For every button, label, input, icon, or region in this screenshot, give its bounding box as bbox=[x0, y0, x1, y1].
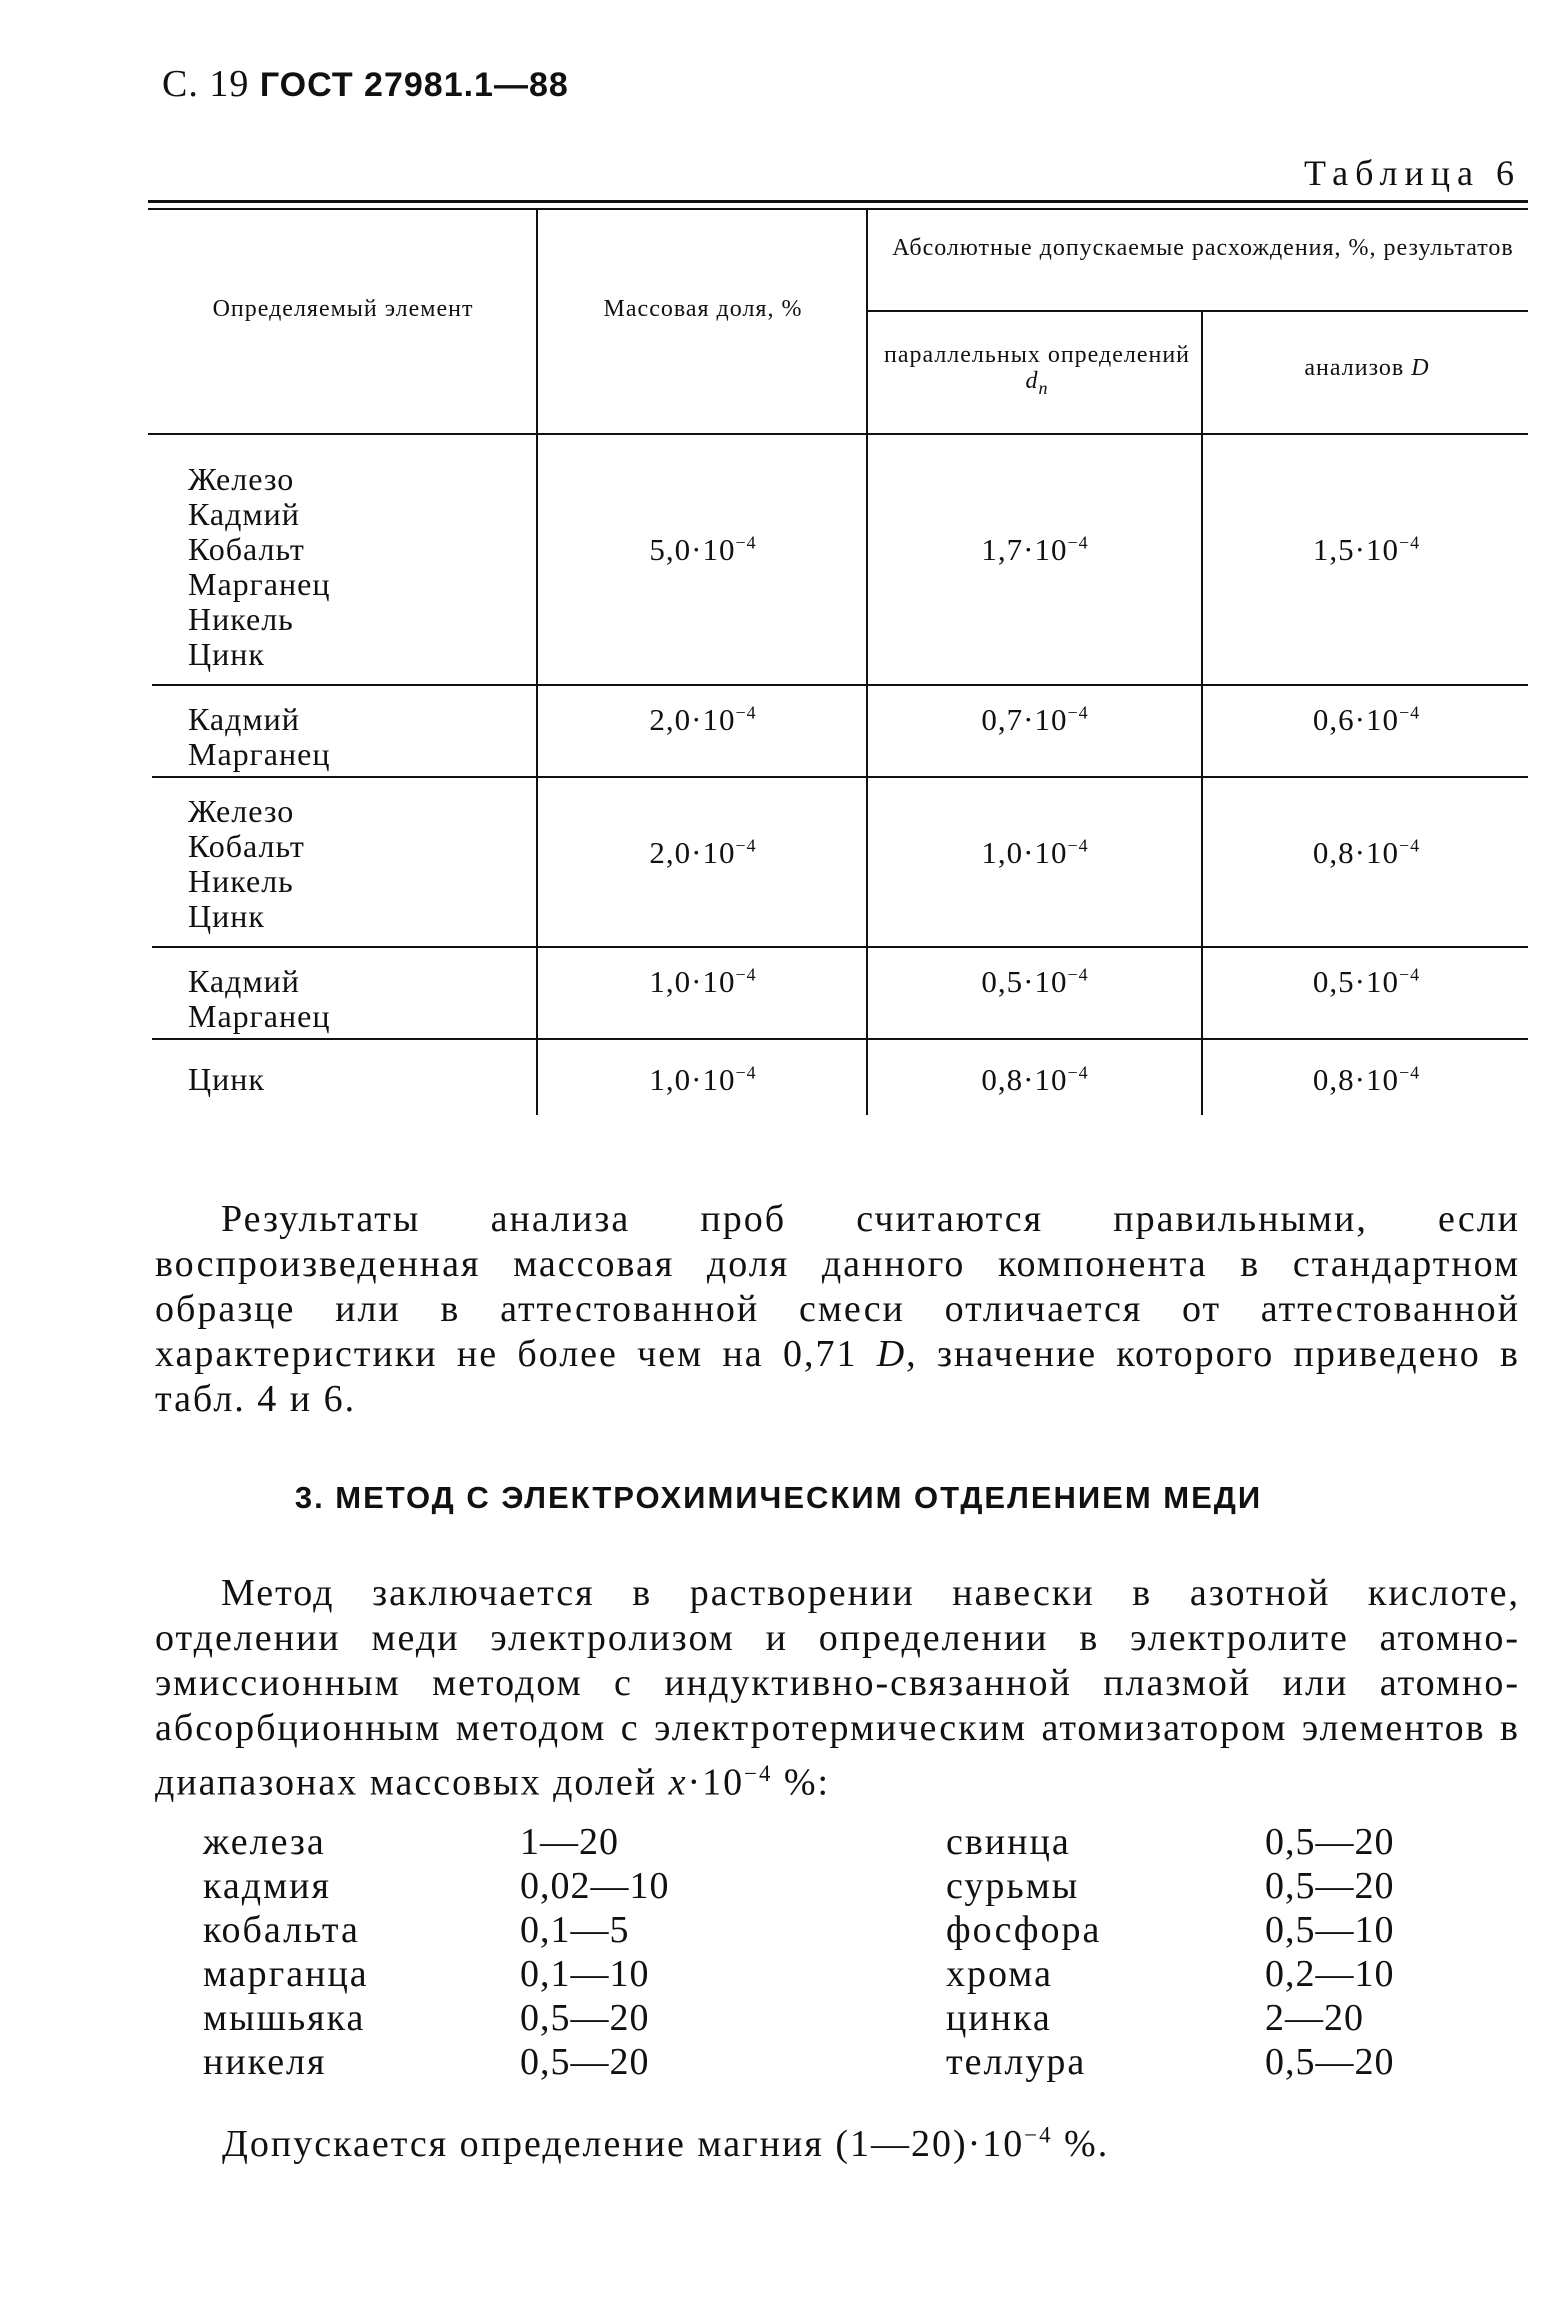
row2-dn-value: 0,7·10 bbox=[981, 702, 1068, 737]
group-rule bbox=[868, 310, 1528, 312]
final-exp: −4 bbox=[1024, 2122, 1053, 2148]
range-name: сурьмы bbox=[946, 1865, 1080, 1907]
row2-elements: Кадмий Марганец bbox=[188, 701, 331, 772]
row1-mass bbox=[540, 532, 866, 568]
row-rule-1 bbox=[152, 684, 1528, 686]
row-rule-2 bbox=[152, 776, 1528, 778]
row4-mass bbox=[540, 964, 866, 1000]
range-value: 0,1—10 bbox=[520, 1953, 650, 1995]
page-header bbox=[162, 62, 569, 106]
col-rule-2 bbox=[866, 210, 868, 1115]
para2-mult: ·10 bbox=[687, 1761, 745, 1804]
row5-mass bbox=[540, 1062, 866, 1098]
row-rule-4 bbox=[152, 1038, 1528, 1040]
row3-dn bbox=[870, 835, 1200, 871]
header-analyses-symbol: D bbox=[1411, 355, 1430, 381]
row3-elements: Железо Кобальт Никель Цинк bbox=[188, 793, 305, 934]
row5-elements: Цинк bbox=[188, 1061, 265, 1097]
final-text: Допускается определение магния (1—20)·10 bbox=[222, 2123, 1025, 2165]
para2-exp: −4 bbox=[744, 1761, 773, 1786]
range-name: фосфора bbox=[946, 1909, 1102, 1951]
table-caption: Таблица 6 bbox=[1304, 153, 1521, 193]
row2-D-value: 0,6·10 bbox=[1312, 702, 1399, 737]
row2-D-exp: −4 bbox=[1398, 702, 1421, 723]
row3-D bbox=[1205, 835, 1528, 871]
range-name: хрома bbox=[946, 1953, 1053, 1995]
paragraph-correctness bbox=[155, 1197, 1520, 1422]
header-parallel-sub: n bbox=[1038, 378, 1049, 399]
row2-dn bbox=[870, 702, 1200, 738]
row4-D bbox=[1205, 964, 1528, 1000]
para1-text-end: , значение которого приведено в табл. 4 и 6. bbox=[155, 1333, 1520, 1420]
row5-mass-value: 1,0·10 bbox=[649, 1062, 736, 1097]
row4-elements: Кадмий Марганец bbox=[188, 963, 331, 1034]
page-number: С. 19 bbox=[162, 63, 250, 105]
row1-D-value: 1,5·10 bbox=[1312, 532, 1399, 567]
row3-dn-value: 1,0·10 bbox=[981, 835, 1068, 870]
row5-mass-exp: −4 bbox=[735, 1062, 757, 1083]
range-value: 0,5—20 bbox=[1265, 2041, 1395, 2083]
para2-unit: %: bbox=[772, 1761, 831, 1804]
table-top-rule-2 bbox=[148, 208, 1528, 210]
row3-dn-exp: −4 bbox=[1067, 835, 1089, 856]
row4-dn bbox=[870, 964, 1200, 1000]
header-parallel-text: параллельных определений bbox=[883, 342, 1191, 368]
header-mass-fraction: Массовая доля, % bbox=[603, 296, 803, 322]
para1-symbol: D bbox=[876, 1333, 907, 1375]
row4-D-exp: −4 bbox=[1398, 964, 1421, 985]
row5-dn bbox=[870, 1062, 1200, 1098]
header-bottom-rule bbox=[148, 433, 1528, 435]
range-value: 0,5—20 bbox=[520, 1997, 650, 2039]
row3-mass bbox=[540, 835, 866, 871]
range-name: цинка bbox=[946, 1997, 1052, 2039]
para2-x: x bbox=[668, 1761, 688, 1804]
range-value: 2—20 bbox=[1265, 1997, 1364, 2039]
range-name: мышьяка bbox=[203, 1997, 366, 2039]
header-analyses bbox=[1212, 355, 1522, 381]
row1-dn-exp: −4 bbox=[1067, 532, 1089, 553]
row2-mass bbox=[540, 702, 866, 738]
row3-mass-value: 2,0·10 bbox=[649, 835, 736, 870]
header-abs-group: Абсолютные допускаемые расхождения, %, результатов bbox=[892, 235, 1514, 261]
range-value: 0,5—20 bbox=[520, 2041, 650, 2083]
row1-D-exp: −4 bbox=[1398, 532, 1421, 553]
header-parallel-symbol: d bbox=[1025, 368, 1039, 395]
row4-dn-value: 0,5·10 bbox=[981, 964, 1068, 999]
row2-mass-exp: −4 bbox=[735, 702, 757, 723]
magnesium-note bbox=[222, 2122, 1109, 2166]
row5-D bbox=[1205, 1062, 1528, 1098]
row1-mass-value: 5,0·10 bbox=[649, 532, 736, 567]
paragraph-method bbox=[155, 1571, 1520, 1806]
row4-dn-exp: −4 bbox=[1067, 964, 1089, 985]
row2-mass-value: 2,0·10 bbox=[649, 702, 736, 737]
row1-dn-value: 1,7·10 bbox=[981, 532, 1068, 567]
table-top-rule bbox=[148, 200, 1528, 203]
row4-mass-value: 1,0·10 bbox=[649, 964, 736, 999]
row1-elements: Железо Кадмий Кобальт Марганец Никель Цинк bbox=[188, 461, 331, 672]
range-name: теллура bbox=[946, 2041, 1087, 2083]
standard-number: ГОСТ 27981.1—88 bbox=[259, 66, 569, 104]
row3-mass-exp: −4 bbox=[735, 835, 757, 856]
row3-D-value: 0,8·10 bbox=[1312, 835, 1399, 870]
range-name: марганца bbox=[203, 1953, 369, 1995]
table-6 bbox=[148, 200, 1528, 1115]
range-value: 0,02—10 bbox=[520, 1865, 670, 1907]
row5-dn-exp: −4 bbox=[1067, 1062, 1089, 1083]
header-parallel bbox=[878, 342, 1196, 399]
row5-dn-value: 0,8·10 bbox=[981, 1062, 1068, 1097]
para1-text: Результаты анализа проб считаются правильными, если воспроизведенная массовая доля данного компонента в стандартном образце или в аттестованной смеси отличается от аттестованной характеристики не более чем на 0,71 bbox=[155, 1198, 1520, 1375]
row5-D-value: 0,8·10 bbox=[1312, 1062, 1399, 1097]
range-value: 0,5—20 bbox=[1265, 1865, 1395, 1907]
header-element: Определяемый элемент bbox=[212, 296, 474, 322]
range-value: 1—20 bbox=[520, 1821, 619, 1863]
range-name: свинца bbox=[946, 1821, 1071, 1863]
range-name: кадмия bbox=[203, 1865, 331, 1907]
row5-D-exp: −4 bbox=[1398, 1062, 1421, 1083]
range-value: 0,2—10 bbox=[1265, 1953, 1395, 1995]
row2-D bbox=[1205, 702, 1528, 738]
row2-dn-exp: −4 bbox=[1067, 702, 1089, 723]
col-rule-3 bbox=[1201, 312, 1203, 1115]
col-rule-1 bbox=[536, 210, 538, 1115]
final-text-end: %. bbox=[1052, 2123, 1110, 2165]
row4-mass-exp: −4 bbox=[735, 964, 757, 985]
range-value: 0,5—20 bbox=[1265, 1821, 1395, 1863]
row1-dn bbox=[870, 532, 1200, 568]
range-name: железа bbox=[203, 1821, 326, 1863]
row4-D-value: 0,5·10 bbox=[1312, 964, 1399, 999]
row3-D-exp: −4 bbox=[1398, 835, 1421, 856]
para2-text: Метод заключается в растворении навески в азотной кислоте, отделении меди электролизом и определении в электролите атомно-эмиссионным методом с индуктивно-связанной плазмой или атомно-абсорбционным методом с электротермическим атомизатором элементов в диапазонах массовых долей bbox=[155, 1572, 1520, 1804]
section-3-title: 3. МЕТОД С ЭЛЕКТРОХИМИЧЕСКИМ ОТДЕЛЕНИЕМ МЕДИ bbox=[294, 1480, 1263, 1515]
range-name: никеля bbox=[203, 2041, 327, 2083]
range-value: 0,1—5 bbox=[520, 1909, 630, 1951]
row-rule-3 bbox=[152, 946, 1528, 948]
row1-mass-exp: −4 bbox=[735, 532, 757, 553]
range-name: кобальта bbox=[203, 1909, 360, 1951]
row1-D bbox=[1205, 532, 1528, 568]
range-value: 0,5—10 bbox=[1265, 1909, 1395, 1951]
header-analyses-text: анализов bbox=[1304, 355, 1405, 381]
